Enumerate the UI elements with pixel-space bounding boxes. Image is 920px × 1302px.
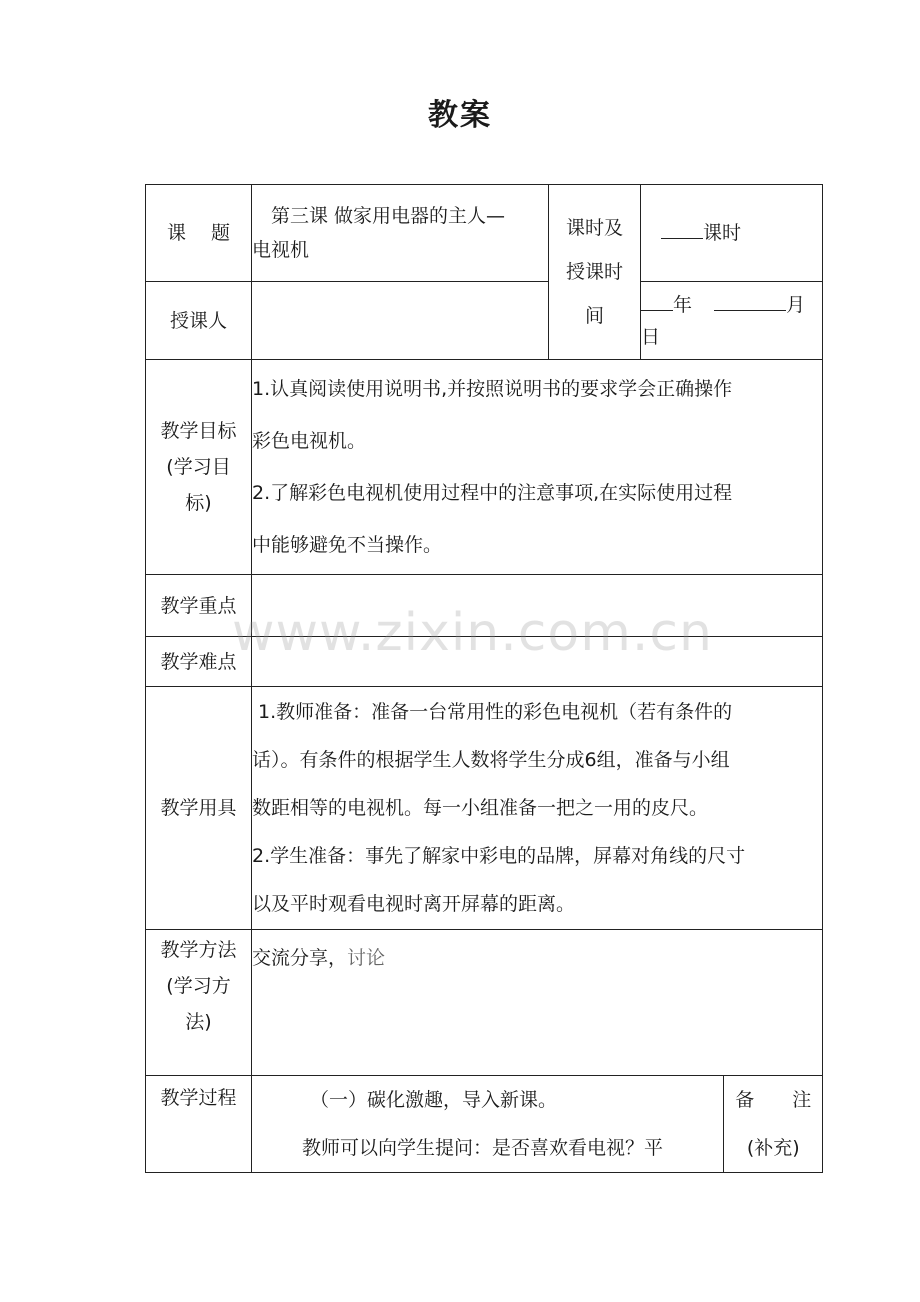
difficulties-value — [252, 637, 823, 687]
topic-row — [146, 185, 823, 282]
method-label: 教学方法 (学习方 法) — [146, 930, 252, 1076]
process-row — [146, 1076, 823, 1173]
goals-label: 教学目标 (学习目 标) — [146, 360, 252, 575]
class-hours-label: 课时及 授课时 间 — [549, 185, 641, 360]
teacher-value — [252, 282, 549, 360]
teacher-label: 授课人 — [146, 282, 252, 360]
goals-value: 1.认真阅读使用说明书,并按照说明书的要求学会正确操作 彩色电视机。 2.了解彩色电视机使用过程中的注意事项,在实际使用过程 中能够避免不当操作。 — [252, 360, 823, 575]
difficulties-label: 教学难点 — [146, 637, 252, 687]
process-notes: 备 注 (补充) — [735, 1089, 812, 1159]
method-value: 交流分享，讨论 — [252, 930, 823, 1076]
year-blank — [641, 290, 673, 311]
method-row — [146, 930, 823, 1076]
key-points-row — [146, 575, 823, 637]
topic-value: 第三课 做家用电器的主人— 电视机 — [252, 185, 549, 282]
date-value: 年 月 日 — [641, 282, 823, 360]
watermark: www.zixin.com.cn — [232, 603, 713, 663]
tools-row — [146, 687, 823, 930]
process-inner-table — [252, 1076, 823, 1172]
goals-row — [146, 360, 823, 575]
process-label: 教学过程 — [146, 1076, 252, 1173]
key-points-label: 教学重点 — [146, 575, 252, 637]
hours-blank — [661, 218, 703, 239]
process-area — [252, 1076, 823, 1173]
tools-label: 教学用具 — [146, 687, 252, 930]
process-content: （一）碳化激趣，导入新课。 教师可以向学生提问：是否喜欢看电视？平 — [252, 1076, 723, 1172]
month-blank — [714, 290, 786, 311]
topic-label: 课 题 — [146, 185, 252, 282]
key-points-value — [252, 575, 823, 637]
lesson-plan-table — [145, 184, 823, 1173]
tools-value: 1.教师准备：准备一台常用性的彩色电视机（若有条件的 话）。有条件的根据学生人数将学生分成6组，准备与小组 数距相等的电视机。每一小组准备一把之一用的皮尺。 2.学生准备：事先了解家中彩电的品牌，屏幕对角线的尺寸 以及平时观看电视时离开屏幕的距离。 — [252, 687, 823, 930]
difficulties-row — [146, 637, 823, 687]
document-title: 教案 — [428, 98, 492, 133]
class-hours-value: 课时 — [641, 185, 823, 282]
teacher-row — [146, 282, 823, 360]
